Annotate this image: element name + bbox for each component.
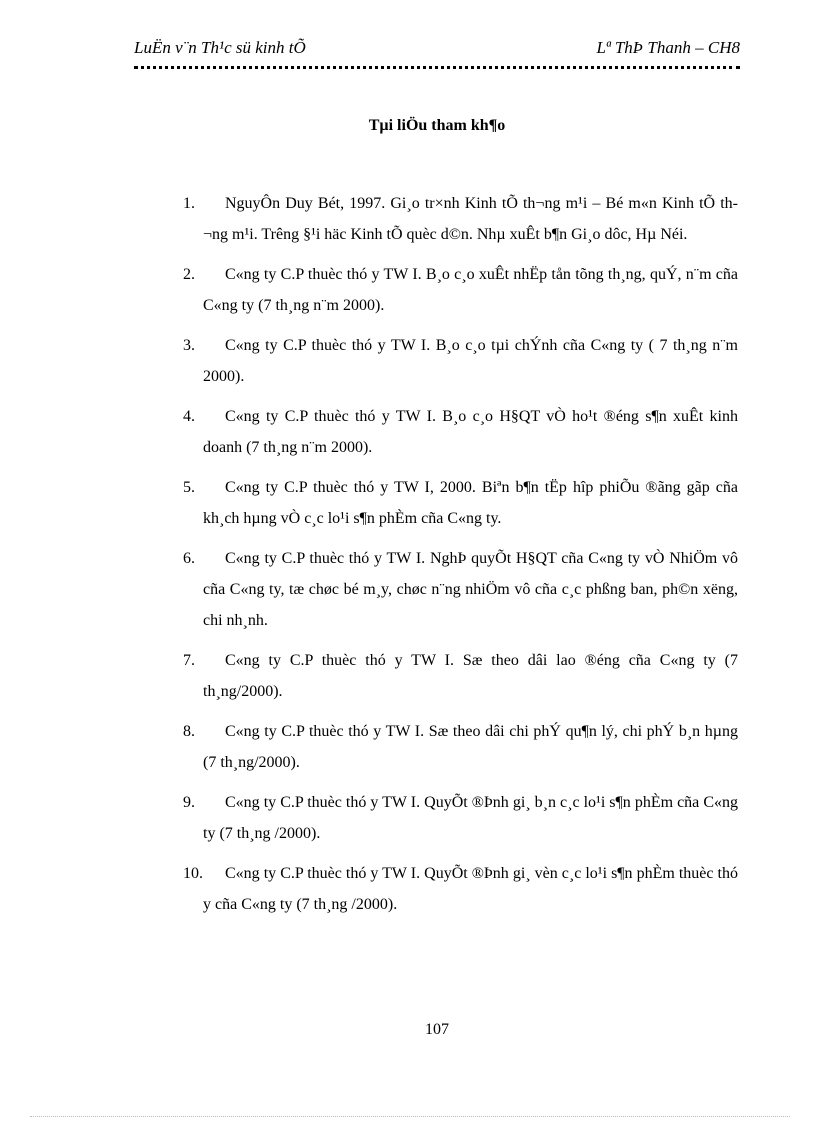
reference-item bbox=[183, 716, 738, 778]
reference-number: 10. bbox=[183, 865, 203, 882]
page-number: 107 bbox=[425, 1021, 449, 1038]
footer-divider bbox=[30, 1116, 790, 1117]
header-thesis-title: LuËn v¨n Th¹c sü kinh tÕ bbox=[134, 38, 306, 57]
reference-text: C«ng ty C.P thuèc thó y TW I. B¸o c¸o H§QT vÒ ho¹t ®éng s¶n xuÊt kinh doanh (7 th¸ng n¨m 2000). bbox=[203, 408, 738, 456]
reference-item bbox=[183, 858, 738, 920]
reference-item bbox=[183, 188, 738, 250]
reference-number: 6. bbox=[183, 550, 195, 567]
page-title: Tµi liÖu tham kh¶o bbox=[368, 117, 506, 134]
reference-item bbox=[183, 330, 738, 392]
page-header bbox=[134, 38, 740, 62]
reference-number: 3. bbox=[183, 337, 195, 354]
reference-list bbox=[183, 188, 738, 929]
reference-text: C«ng ty C.P thuèc thó y TW I. Sæ theo dâi lao ®éng cña C«ng ty (7 th¸ng/2000). bbox=[203, 652, 738, 700]
reference-number: 7. bbox=[183, 652, 195, 669]
reference-item bbox=[183, 645, 738, 707]
reference-number: 2. bbox=[183, 266, 195, 283]
reference-number: 8. bbox=[183, 723, 195, 740]
reference-number: 5. bbox=[183, 479, 195, 496]
reference-text: C«ng ty C.P thuèc thó y TW I. NghÞ quyÕt H§QT cña C«ng ty vÒ NhiÖm vô cña C«ng ty, tæ chøc bé m¸y, chøc n¨ng nhiÖm vô cña c¸c phßng ban, ph©n xëng, chi nh¸nh. bbox=[203, 550, 738, 629]
reference-item bbox=[183, 787, 738, 849]
reference-text: C«ng ty C.P thuèc thó y TW I, 2000. Biªn b¶n tËp hîp phiÕu ®ãng gãp cña kh¸ch hµng vÒ c¸c lo¹i s¶n phÈm cña C«ng ty. bbox=[203, 479, 738, 527]
reference-text: C«ng ty C.P thuèc thó y TW I. Sæ theo dâi chi phÝ qu¶n lý, chi phÝ b¸n hµng (7 th¸ng/2000). bbox=[203, 723, 738, 771]
reference-text: C«ng ty C.P thuèc thó y TW I. B¸o c¸o tµi chÝnh cña C«ng ty ( 7 th¸ng n¨m 2000). bbox=[203, 337, 738, 385]
reference-number: 1. bbox=[183, 195, 195, 212]
reference-item bbox=[183, 543, 738, 636]
reference-number: 9. bbox=[183, 794, 195, 811]
reference-text: C«ng ty C.P thuèc thó y TW I. QuyÕt ®Þnh gi¸ vèn c¸c lo¹i s¶n phÈm thuèc thó y cña C«ng ty (7 th¸ng /2000). bbox=[203, 865, 738, 913]
header-divider bbox=[134, 66, 740, 69]
reference-text: C«ng ty C.P thuèc thó y TW I. B¸o c¸o xuÊt nhËp tån tõng th¸ng, quÝ, n¨m cña C«ng ty (7 th¸ng n¨m 2000). bbox=[203, 266, 738, 314]
reference-item bbox=[183, 401, 738, 463]
reference-item bbox=[183, 259, 738, 321]
reference-text: NguyÔn Duy Bét, 1997. Gi¸o tr×nh Kinh tÕ th¬ng m¹i – Bé m«n Kinh tÕ th¬ng m¹i. Trêng §¹i häc Kinh tÕ quèc d©n. Nhµ xuÊt b¶n Gi¸o dôc, Hµ Néi. bbox=[203, 195, 738, 243]
header-author: Lª ThÞ Thanh – CH8 bbox=[596, 38, 740, 57]
reference-item bbox=[183, 472, 738, 534]
reference-number: 4. bbox=[183, 408, 195, 425]
reference-text: C«ng ty C.P thuèc thó y TW I. QuyÕt ®Þnh gi¸ b¸n c¸c lo¹i s¶n phÈm cña C«ng ty (7 th¸ng /2000). bbox=[203, 794, 738, 842]
